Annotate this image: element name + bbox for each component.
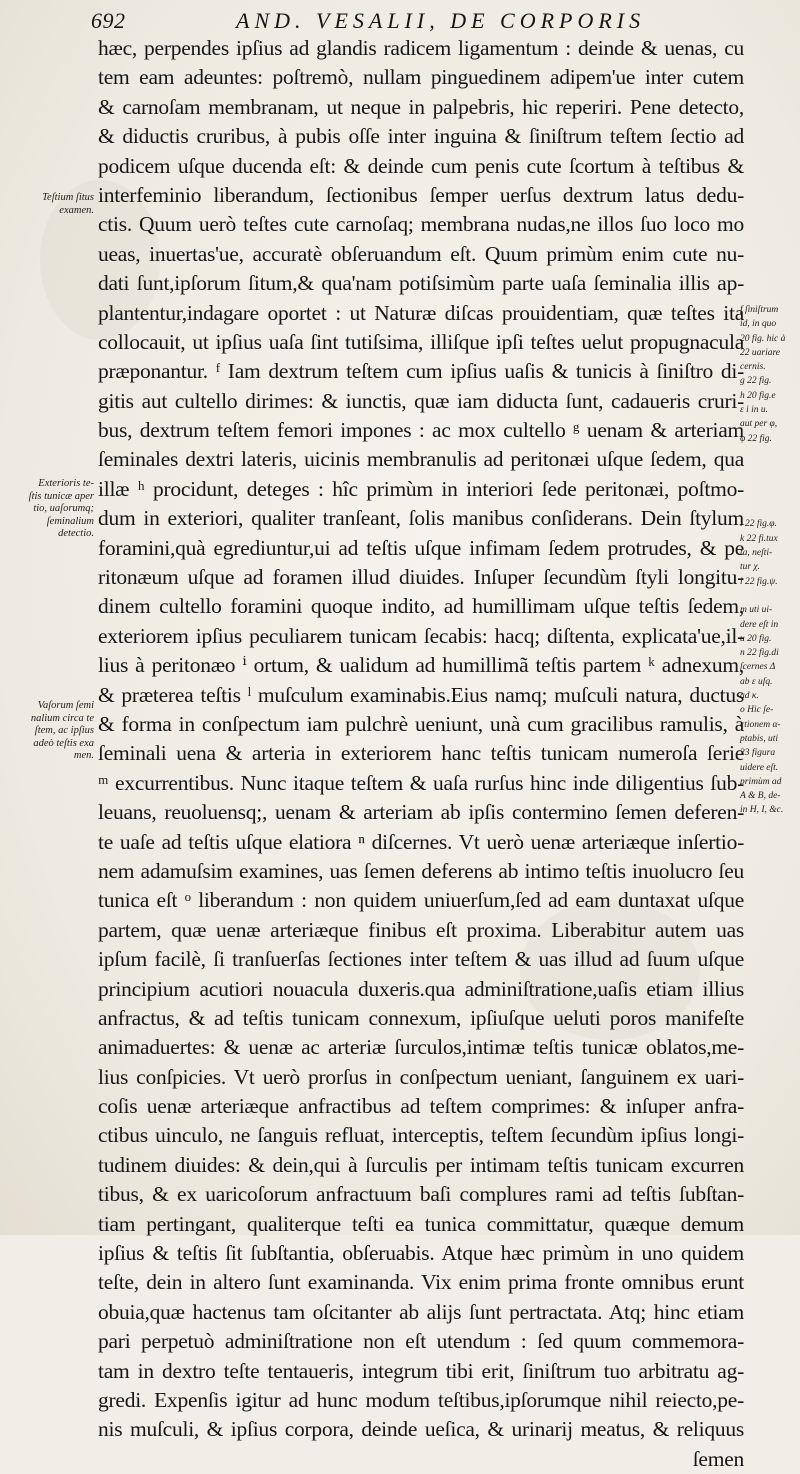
right-marginal-line bbox=[740, 503, 798, 517]
right-marginal-line: ctionem α- bbox=[740, 719, 781, 730]
right-marginal-line bbox=[740, 489, 798, 503]
left-marginal-note-2 bbox=[12, 478, 94, 541]
right-marginal-line: n 22 fig.di bbox=[740, 648, 779, 659]
page-number: 692 bbox=[91, 8, 126, 33]
text-line: & diductis cruribus, à pubis oſſe inter inguina & ſiniſtrum teſtem ſectio ad bbox=[98, 124, 744, 149]
marginal-line: men. bbox=[73, 750, 94, 761]
text-line: animaduertes: & uenæ ac arteriæ ſurculos,intimæ teſtis tunicæ oblatos,me- bbox=[98, 1035, 744, 1060]
text-line: ueas, inuertas'ue, accuratè obſeruandum eſt. Quum primùm enim cute nu- bbox=[98, 241, 744, 266]
right-marginal-line: i 22 fig.φ. bbox=[740, 519, 777, 530]
text-line: tudinem diuides: & dein,qui à ſurculis per intimam teſtis tunicam excurren bbox=[98, 1152, 744, 1177]
text-line: foramini,quà egrediuntur,ui ad teſtis uſque infimam ſedem protrudes, & pe bbox=[98, 535, 744, 560]
right-marginal-line bbox=[740, 460, 798, 474]
marginal-line: Vaſorum ſemi bbox=[37, 700, 94, 711]
text-line: pari perpetuò adminiſtratione non eſt utendum : ſed quum commemora- bbox=[98, 1329, 744, 1354]
right-marginal-line: uidere eſt. bbox=[740, 762, 779, 773]
right-marginal-line: φ 22 fig. bbox=[740, 433, 772, 444]
right-marginal-line: ptabis, uti bbox=[740, 733, 779, 744]
text-line: collocauit, ut ipſius uaſa ſint tutiſsima, illiſque ipſi teſtes uelut propugnacula bbox=[98, 329, 744, 354]
text-line: ipſum facilè, ſi tranſuerſas ſectiones inter teſtem & uas illud ad ſuum uſque bbox=[98, 947, 744, 972]
text-line: interfeminio liberandum, ſectionibus ſemper uerſus dextrum latus dedu- bbox=[98, 182, 744, 207]
right-marginal-line: 20 fig. hic à bbox=[740, 333, 786, 344]
text-line: dum in exteriori, qualiter tranſeant, ſolis manibus conſiderans. Dein ſtylum bbox=[98, 506, 744, 531]
text-line: præponantur. ᶠ Iam dextrum teſtem cum ipſius uaſis & tunicis à ſiniſtro di- bbox=[98, 359, 744, 384]
right-marginal-line: k 22 fi.tux bbox=[740, 533, 778, 544]
text-line: gitis aut cultello dirimes: & iunctis, quæ iam diducta ſunt, cadaueris cruri- bbox=[98, 388, 744, 413]
text-line: ipſius & teſtis ſit ſubſtantia, obſeruabis. Atque hæc primùm in uno quidem bbox=[98, 1241, 744, 1266]
text-line: nis muſculi, & ipſius corpora, deinde ueſica, & urinarij meatus, & reliquus bbox=[98, 1417, 744, 1442]
text-line: dinem cultello foramini quoque indito, ad humillimam uſque teſtis ſedem, bbox=[98, 594, 744, 619]
text-line: lius à peritonæo ⁱ ortum, & ualidum ad humillimã teſtis partem ᵏ adnexum, bbox=[98, 653, 744, 678]
right-marginal-line: f ſiniſtrum bbox=[740, 305, 779, 315]
text-line: ritonæum uſque ad foramen illud diuides. Inſuper ſecundùm ſtyli longitu- bbox=[98, 565, 744, 590]
text-line: plantentur,indagare oportet : ut Naturæ diſcas prouidentiam, quæ teſtes ita bbox=[98, 300, 744, 325]
text-line: ctibus uinculo, ne ſanguis refluat, interceptis, teſtem ſecundùm ipſius longi- bbox=[98, 1123, 744, 1148]
text-line: tiam pertingant, qualiterque teſti ea tunica committatur, quæque demum bbox=[98, 1211, 744, 1236]
right-marginal-line bbox=[740, 589, 798, 603]
text-line: tunica eſt ᵒ liberandum : non quidem uniuerſum,ſed ad eam duntaxat uſque bbox=[98, 888, 744, 913]
text-line: exteriorem ipſius peculiarem tunicam ſecabis: hacq; diſtenta, explicata'ue,il- bbox=[98, 623, 744, 648]
marginal-line: Exterioris te- bbox=[38, 478, 94, 489]
catchword: ſemen bbox=[692, 1446, 744, 1471]
right-marginalia bbox=[740, 303, 798, 818]
marginal-line: ſtis tunicæ aper bbox=[28, 490, 94, 502]
text-line: principium acutiori nouacula duxeris.qua adminiſtratione,uaſis etiam illius bbox=[98, 976, 744, 1001]
right-marginal-line: in H, I, &c. bbox=[740, 805, 784, 816]
marginal-line: adeò teſtis exa bbox=[33, 737, 94, 749]
right-marginal-line: 22 uariare bbox=[740, 347, 781, 358]
right-marginal-line: primùm ad bbox=[740, 776, 782, 787]
text-line: podicem uſque ducenda eſt: & deinde cum penis cute ſcortum à teſtibus & bbox=[98, 153, 744, 178]
right-marginal-line: ad κ. bbox=[740, 691, 759, 702]
right-marginal-line: ε i in u. bbox=[740, 405, 769, 416]
right-marginal-line: id, in quo bbox=[740, 319, 777, 330]
text-line: bus, dextrum teſtem femori impones : ac mox cultello ᵍ uenam & arteriam bbox=[98, 418, 744, 443]
right-marginal-line: ſcernes Δ bbox=[740, 662, 776, 673]
right-marginal-line bbox=[740, 446, 798, 460]
text-line: ᵐ excurrentibus. Nunc itaque teſtem & uaſa rurſus hinc inde diligentius ſub- bbox=[98, 770, 744, 795]
marginal-line: Teſtium ſitus bbox=[42, 192, 94, 203]
text-line: partem, quæ uenæ arteriæque finibus eſt proxima. Liberabitur autem uas bbox=[98, 917, 744, 942]
running-title: AND. VESALII, DE CORPORIS bbox=[236, 8, 646, 33]
text-line: dati ſunt,ipſorum ſitum,& qua'nam potiſsimùm parte uaſa ſeminalia illis ap- bbox=[98, 271, 744, 296]
text-line: te uaſe ad teſtis uſque elatiora ⁿ diſcernes. Vt uerò uenæ arteriæque inſertio- bbox=[98, 829, 744, 854]
right-marginal-line: u 20 fig. bbox=[740, 633, 772, 644]
text-line: tam in dextro teſte tentaueris, integrum tibi erit, ſiniſtrum tuo arbitratu ag- bbox=[98, 1358, 744, 1383]
right-marginal-line: m uti ui- bbox=[740, 605, 773, 616]
right-marginal-line: o Hic ſe- bbox=[740, 705, 774, 716]
right-marginal-line bbox=[740, 475, 798, 489]
text-line: obuia,quæ hactenus tam oſcitanter ab alijs ſunt pertractata. Atq; hinc etiam bbox=[98, 1299, 744, 1324]
marginal-line: ſeminalium bbox=[46, 515, 94, 527]
body-text bbox=[98, 34, 744, 1474]
right-marginal-line: aut per φ, bbox=[740, 419, 778, 430]
text-line: coſis uenæ arteriæque anfractibus ad teſtem comprimes: & inſuper anfra- bbox=[98, 1094, 744, 1119]
right-marginal-line: tur χ. bbox=[740, 562, 761, 573]
text-line: & forma in conſpectum iam pulchrè ueniunt, unà cum gracilibus ramulis, à bbox=[98, 711, 744, 736]
right-marginal-line: ab ε uſq. bbox=[740, 676, 773, 687]
right-marginal-line: dere eſt in bbox=[740, 619, 779, 630]
text-line: leuans, reuoluensq;, uenam & arteriam ab ipſis contermino ſemen deferen- bbox=[98, 800, 744, 825]
marginal-line: detectio. bbox=[58, 528, 94, 539]
left-marginal-note-3 bbox=[12, 700, 94, 763]
marginal-line: ſtem, ac ipſius bbox=[34, 725, 94, 736]
right-marginal-line: ta, neſti- bbox=[740, 548, 773, 559]
text-line: & carnoſam membranam, ut neque in palpebris, hic reperiri. Pene detecto, bbox=[98, 94, 744, 119]
text-line: & præterea teſtis ˡ muſculum examinabis.Eius namq; muſculi natura, ductus bbox=[98, 682, 744, 707]
text-line: lius conſpicies. Vt uerò prorſus in conſpectum ueniant, ſanguinem ex uari- bbox=[98, 1064, 744, 1089]
text-line: hæc, perpendes ipſius ad glandis radicem ligamentum : deinde & uenas, cu bbox=[98, 36, 744, 60]
text-line: tem eam adeuntes: poſtremò, nullam pinguedinem adipem'ue inter cutem bbox=[98, 65, 744, 90]
marginal-line: tio, uaſorumq; bbox=[33, 503, 94, 514]
text-line: gredi. Expenſis igitur ad hunc modum teſtibus,ipſorumque nihil reiecto,pe- bbox=[98, 1387, 744, 1412]
right-marginal-line: g 22 fig. bbox=[740, 376, 772, 387]
text-line: illæ ʰ procidunt, deteges : hîc primùm in interiori ſede peritonæi, poſtmo- bbox=[98, 476, 744, 501]
right-marginal-line: cernis. bbox=[740, 362, 766, 373]
right-marginal-line: A & B, de- bbox=[740, 791, 781, 802]
text-line: ſeminales dextri lateris, uicinis membranulis ad peritonæi uſque ſedem, qua bbox=[98, 447, 744, 472]
right-marginal-line: h 20 fig.e bbox=[740, 390, 776, 401]
marginal-line: examen. bbox=[59, 204, 94, 216]
text-line: anfractus, & ad teſtis tunicam connexum, ipſiuſque ueluti poros manifeſte bbox=[98, 1005, 744, 1030]
text-line: teſte, dein in altero ſunt examinanda. Vix enim prima fronte omnibus erunt bbox=[98, 1270, 744, 1295]
text-line: nem adamuſsim examines, uas ſemen deferens ab intimo teſtis inuolucro ſeu bbox=[98, 858, 744, 883]
left-marginal-note-1 bbox=[12, 192, 94, 217]
text-line: ctis. Quum uerò teſtes cute carnoſaq; membrana nudas,ne illos ſuo loco mo bbox=[98, 212, 744, 237]
right-marginal-line: 23 figura bbox=[740, 748, 776, 759]
text-line: tibus, & ex uaricoſorum anfractuum baſi complures rami ad teſtis ſubſtan- bbox=[98, 1182, 744, 1207]
text-line: ſeminali uena & arteria in exteriorem hanc teſtis tunicam numeroſa ſerie bbox=[98, 741, 744, 766]
marginal-line: nalium circa te bbox=[30, 712, 94, 724]
right-marginal-line: l 22 fig.ψ. bbox=[740, 576, 778, 587]
